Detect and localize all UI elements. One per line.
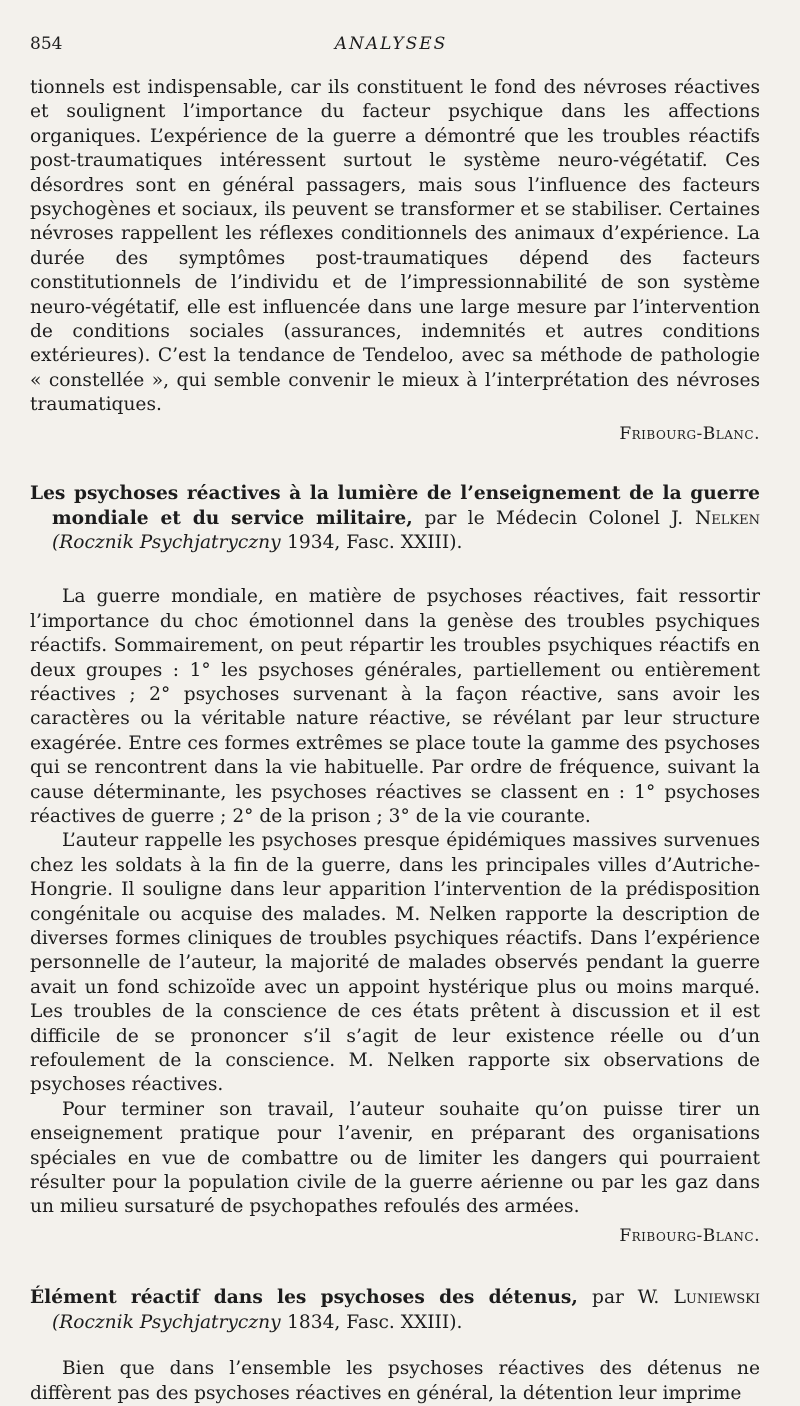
article3-source: 1834, Fasc. XXIII). xyxy=(287,1311,463,1333)
article3-byline: par W. xyxy=(592,1287,660,1309)
section1-signature: Fribourg-Blanc. xyxy=(619,423,760,444)
article2-paragraph-2: L’auteur rappelle les psychoses presque épidémiques massives survenues chez les soldats à la fin de la guerre, dans les principales villes d’Autriche-Hongrie. Il souligne dans leur apparition l’intervention de la prédisposition congénitale ou acquise des malades. M. Nelken rapporte la description de diverses formes cliniques de troubles psychiques réactifs. Dans l’expérience personnelle de l’auteur, la majorité de malades observés pendant la guerre avait un fond schizoïde avec un appoint hystérique plus ou moins marqué. Les troubles de la conscience de ces états prêtent à discussion et il est difficile de se prononcer s’il s’agit de leur existence réelle ou d’un refoulement de la conscience. M. Nelken rapporte six observations de psychoses réactives. xyxy=(30,830,760,1096)
article3-author: Luniewski xyxy=(673,1287,760,1309)
page-body xyxy=(30,76,760,1406)
article2-title: Les psychoses réactives à la lumière de l’enseignement de la guerre mondiale et du service militaire, xyxy=(30,483,760,529)
article2-author: Nelken xyxy=(695,507,760,529)
article2-paragraph-3: Pour terminer son travail, l’auteur souhaite qu’on puisse tirer un enseignement pratique pour l’avenir, en préparant des organisations spéciales en vue de combattre ou de limiter les dangers qui pourraient résulter pour la population civile de la guerre aérienne ou par les gaz dans un milieu sursaturé de psychopathes refoulés des armées. xyxy=(30,1098,760,1218)
article2-heading xyxy=(30,482,760,555)
page-number: 854 xyxy=(30,34,63,54)
article2-journal: (Rocznik Psychjatryczny xyxy=(52,531,281,553)
page-header xyxy=(30,34,752,58)
article2-byline: par le Médecin Colonel J. xyxy=(424,507,684,529)
article2-source: 1934, Fasc. XXIII). xyxy=(287,531,463,553)
article2-paragraph-1: La guerre mondiale, en matière de psychoses réactives, fait ressortir l’importance du choc émotionnel dans la genèse des troubles psychiques réactifs. Sommairement, on peut répartir les troubles psychiques réactifs en deux groupes : 1° les psychoses générales, partiellement ou entièrement réactives ; 2° psychoses survenant à la façon réactive, sans avoir les caractères ou la véritable nature réactive, se révélant par leur structure exagérée. Entre ces formes extrêmes se place toute la gamme des psychoses qui se rencontrent dans la vie habituelle. Par ordre de fréquence, suivant la cause déterminante, les psychoses réactives se classent en : 1° psychoses réactives de guerre ; 2° de la prison ; 3° de la vie courante. xyxy=(30,586,760,827)
running-title: ANALYSES xyxy=(334,34,448,54)
section1-paragraph: tionnels est indispensable, car ils constituent le fond des névroses réactives et soulignent l’importance du facteur psychique dans les affections organiques. L’expérience de la guerre a démontré que les troubles réactifs post-traumatiques intéressent surtout le système neuro-végétatif. Ces désordres sont en général passagers, mais sous l’influence des facteurs psychogènes et sociaux, ils peuvent se transformer et se stabiliser. Certaines névroses rappellent les réflexes conditionnels des animaux d’expérience. La durée des symptômes post-traumatiques dépend des facteurs constitutionnels de l’individu et de l’impressionnabilité de son système neuro-végétatif, elle est influencée dans une large mesure par l’intervention de conditions sociales (assurances, indemnités et autres conditions extérieures). C’est la tendance de Tendeloo, avec sa méthode de pathologie « constellée », qui semble convenir le mieux à l’interprétation des névroses traumatiques. xyxy=(30,77,760,416)
article3-title: Élément réactif dans les psychoses des détenus, xyxy=(30,1287,578,1309)
article3-paragraph: Bien que dans l’ensemble les psychoses réactives des détenus ne diffèrent pas des psychoses réactives en général, la détention leur imprime xyxy=(30,1358,760,1404)
article3-journal: (Rocznik Psychjatryczny xyxy=(52,1311,281,1333)
article2-signature: Fribourg-Blanc. xyxy=(619,1225,760,1246)
article3-heading xyxy=(30,1286,760,1335)
